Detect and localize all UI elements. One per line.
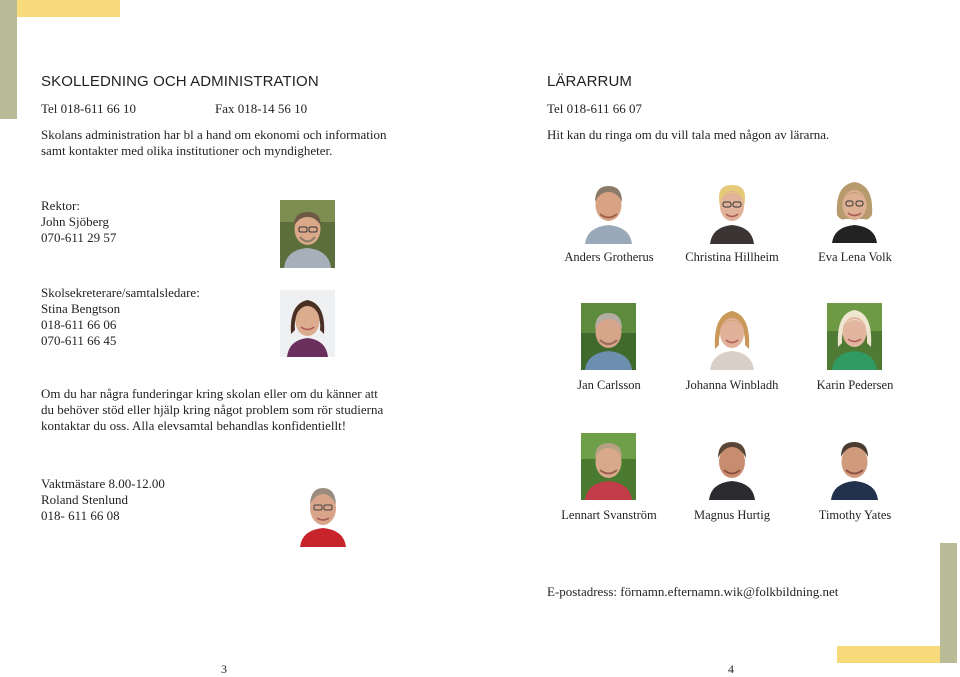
note-line-1: Om du har några funderingar kring skolan eller om du känner att xyxy=(41,386,378,401)
yellow-bar-top-left xyxy=(17,0,120,17)
sekreterare-photo xyxy=(280,290,335,357)
admin-intro-line-1: Skolans administration har bl a hand om ekonomi och information xyxy=(41,127,387,142)
teacher-name: Jan Carlsson xyxy=(577,378,641,392)
teacher-name: Lennart Svanström xyxy=(561,508,657,522)
rektor-label: Rektor: xyxy=(41,198,80,213)
admin-fax: Fax 018-14 56 10 xyxy=(215,101,308,116)
teacher-photo-jan-carlsson xyxy=(581,303,636,370)
note-line-3: kontaktar du oss. Alla elevsamtal behandlas konfidentiellt! xyxy=(41,418,347,433)
admin-intro-line-2: samt kontakter med olika institutioner och myndigheter. xyxy=(41,143,333,158)
vaktmastare-phone: 018- 611 66 08 xyxy=(41,508,120,523)
teacher-name: Eva Lena Volk xyxy=(818,250,892,264)
lararrum-tel: Tel 018-611 66 07 xyxy=(547,101,643,116)
vaktmastare-name: Roland Stenlund xyxy=(41,492,129,507)
vaktmastare-photo xyxy=(296,480,350,547)
left-heading: SKOLLEDNING OCH ADMINISTRATION xyxy=(41,73,319,90)
teacher-name: Timothy Yates xyxy=(818,508,892,522)
admin-tel: Tel 018-611 66 10 xyxy=(41,101,137,116)
lararrum-intro: Hit kan du ringa om du vill tala med någon av lärarna. xyxy=(547,127,830,142)
teacher-photo-magnus-hurtig xyxy=(705,433,759,500)
rektor-photo xyxy=(280,200,335,268)
rektor-phone: 070-611 29 57 xyxy=(41,230,117,245)
sekreterare-phone-2: 070-611 66 45 xyxy=(41,333,117,348)
teacher-photo-christina-hillheim xyxy=(705,177,759,244)
teacher-photo-karin-pedersen xyxy=(827,303,882,370)
olive-bar-bottom-right xyxy=(940,543,957,663)
teacher-photo-lennart-svanstrom xyxy=(581,433,636,500)
teacher-photo-anders-grotherus xyxy=(581,177,636,244)
rektor-name: John Sjöberg xyxy=(41,214,110,229)
note-line-2: du behöver stöd eller hjälp kring något problem som rör studierna xyxy=(41,402,384,417)
teacher-name: Anders Grotherus xyxy=(564,250,654,264)
sekreterare-label: Skolsekreterare/samtalsledare: xyxy=(41,285,200,300)
teacher-photo-johanna-winbladh xyxy=(705,303,759,370)
teacher-photo-timothy-yates xyxy=(827,433,882,500)
sekreterare-name: Stina Bengtson xyxy=(41,301,121,316)
left-page-number: 3 xyxy=(221,662,227,676)
teacher-name: Karin Pedersen xyxy=(816,378,894,392)
teacher-name: Johanna Winbladh xyxy=(685,378,779,392)
yellow-bar-bottom-right xyxy=(837,646,940,663)
email-address: E-postadress: förnamn.efternamn.wik@folkbildning.net xyxy=(547,584,839,599)
right-heading: LÄRARRUM xyxy=(547,73,632,90)
right-page-number: 4 xyxy=(728,662,734,676)
sekreterare-phone-1: 018-611 66 06 xyxy=(41,317,117,332)
teacher-name: Magnus Hurtig xyxy=(693,508,771,522)
teacher-name: Christina Hillheim xyxy=(685,250,779,264)
vaktmastare-label: Vaktmästare 8.00-12.00 xyxy=(41,476,165,491)
olive-bar-top-left xyxy=(0,0,17,119)
teacher-photo-eva-lena-volk xyxy=(827,175,882,243)
